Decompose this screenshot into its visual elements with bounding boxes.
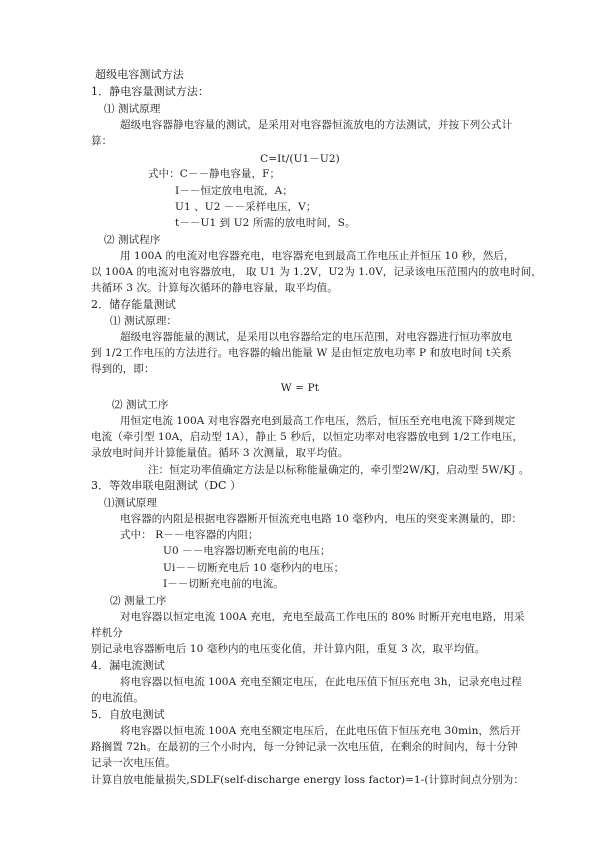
section-2-sub-1-para-line: 超级电容器能量的测试，是采用以电容器给定的电压范围，对电容器进行恒功率放电 <box>120 331 513 343</box>
section-3-sub-2-heading: ⑵ 测量工序 <box>110 595 167 607</box>
section-2-sub-1-para-line: 到 1/2工作电压的方法进行。电容器的输出能量 W 是由恒定放电功率 P 和放电时间 t关系 <box>91 347 512 359</box>
section-3-sub-2-para-line: 样机分 <box>91 627 123 639</box>
section-3-sub-2-para-line: 别记录电容器断电后 10 毫秒内的电压变化值，并计算内阻，重复 3 次，取平均值。 <box>91 643 486 655</box>
section-1-heading: 1．静电容量测试方法： <box>91 85 210 98</box>
section-1-sub-2-para-line: 共循环 3 次。计算每次循环的静电容量，取平均值。 <box>91 282 338 294</box>
section-5-para-line: 路搁置 72h。在最初的三个小时内，每一分钟记录一次电压值，在剩余的时间内，每十分钟 <box>91 741 518 753</box>
section-2-sub-2-heading: ⑵ 测试工序 <box>112 399 169 411</box>
capacitance-where-line: U1 、U2 －－采样电压，V； <box>175 201 317 213</box>
capacitance-formula: C=It/(U1－U2) <box>260 153 340 165</box>
section-1-sub-2-para-line: 用 100A 的电流对电容器充电，电容器充电到最高工作电压止并恒压 10 秒，然后， <box>120 250 515 262</box>
section-5-para-line: 将电容器以恒电流 100A 充电至额定电压后，在此电压值下恒压充电 30min，然后开 <box>120 725 521 737</box>
section-5-para-line: 记录一次电压值。 <box>91 757 176 769</box>
section-5-para-line: 计算自放电能量损失,SDLF(self-discharge energy loss factor)=1-(计算时间点分别为： <box>91 774 524 786</box>
section-4-para-line: 的电流值。 <box>91 692 144 704</box>
section-2-note: 注：恒定功率值确定方法是以标称能量确定的，牵引型2W/KJ，启动型 5W/KJ 。 <box>148 464 530 476</box>
section-4-heading: 4．漏电流测试 <box>91 659 165 672</box>
section-1-sub-1-heading: ⑴ 测试原理 <box>104 103 161 115</box>
section-2-sub-2-para-line: 录放电时间并计算能量值。循环 3 次测量，取平均值。 <box>91 447 349 459</box>
section-1-sub-1-para-line: 算： <box>91 135 113 147</box>
section-1-sub-2-para-line: 以 100A 的电流对电容器放电， 取 U1 为 1.2V，U2为 1.0V，记录该电压范围内的放电时间， <box>91 266 542 278</box>
section-2-sub-2-para-line: 电流（牵引型 10A，启动型 1A），静止 5 秒后，以恒定功率对电容器放电到 1/2工作电压， <box>91 431 524 443</box>
section-2-sub-2-para-line: 用恒定电流 100A 对电容器充电到最高工作电压，然后，恒压至充电电流下降到规定 <box>120 415 516 427</box>
section-1-sub-1-para-line: 超级电容器静电容量的测试，是采用对电容器恒流放电的方法测试，并按下列公式计 <box>120 119 513 131</box>
section-2-sub-1-para-line: 得到的，即： <box>91 363 155 375</box>
section-3-sub-1-para: 电容器的内阻是根据电容器断开恒流充电电路 10 毫秒内，电压的突变来测量的，即： <box>120 513 523 525</box>
resistance-where-line: I－－切断充电前的电流。 <box>163 578 284 590</box>
section-2-sub-1-heading: ⑴ 测试原理： <box>110 315 178 327</box>
capacitance-where-line: I－－恒定放电电流，A； <box>175 185 293 197</box>
capacitance-where-line: t－－U1 到 U2 所需的放电时间，S。 <box>175 217 356 229</box>
resistance-where-line: 式中： R－－电容器的内阻； <box>120 529 259 541</box>
section-3-sub-1-heading: ⑴测试原理 <box>104 497 157 509</box>
resistance-where-line: Ui－－切断充电后 10 毫秒内的电压； <box>163 562 345 574</box>
capacitance-where-line: 式中：C－－静电容量，F； <box>148 168 281 180</box>
energy-formula: W = Pt <box>280 382 320 394</box>
section-2-heading: 2．储存能量测试 <box>91 298 176 311</box>
section-3-heading: 3．等效串联电阻测试（DC ） <box>91 479 242 492</box>
document-title: 超级电容测试方法 <box>95 68 184 81</box>
section-3-sub-2-para-line: 对电容器以恒定电流 100A 充电，充电至最高工作电压的 80% 时断开充电电路，用采 <box>120 611 525 623</box>
section-1-sub-2-heading: ⑵ 测试程序 <box>104 234 161 246</box>
section-4-para-line: 将电容器以恒电流 100A 充电至额定电压，在此电压值下恒压充电 3h，记录充电过程 <box>120 676 522 688</box>
resistance-where-line: U0 －－电容器切断充电前的电压； <box>163 545 331 557</box>
section-5-heading: 5．自放电测试 <box>91 708 165 721</box>
